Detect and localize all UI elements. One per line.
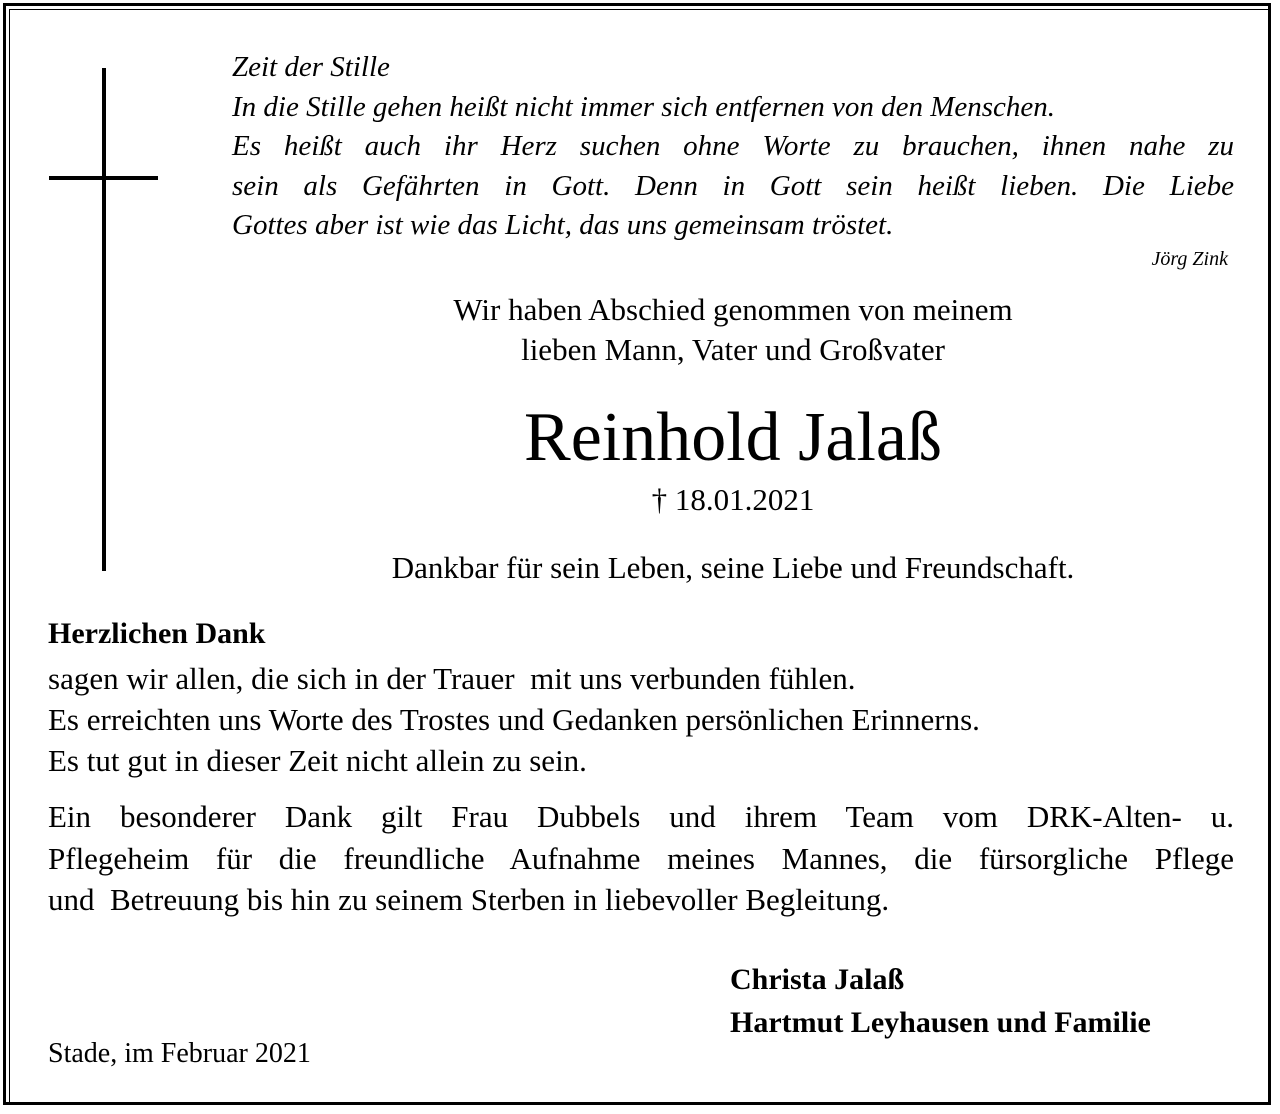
deceased-name: Reinhold Jalaß	[524, 399, 942, 476]
special-thanks-line: Ein besonderer Dank gilt Frau Dubbels und ihrem Team vom DRK-Alten- u.	[48, 799, 1234, 834]
gratitude-line: Dankbar für sein Leben, seine Liebe und Freundschaft.	[391, 550, 1075, 585]
poem-line: Es heißt auch ihr Herz suchen ohne Worte zu brauchen, ihnen nahe zu	[232, 130, 1234, 162]
poem-line: Gottes aber ist wie das Licht, das uns gemeinsam tröstet.	[232, 209, 894, 241]
signers	[730, 958, 1151, 1044]
cross-icon-horizontal	[49, 176, 158, 180]
cross-icon-vertical	[102, 68, 106, 571]
thanks-line: Es erreichten uns Worte des Trostes und Gedanken persönlichen Erinnerns.	[48, 702, 980, 737]
special-thanks-line: Pflegeheim für die freundliche Aufnahme meines Mannes, die fürsorgliche Pflege	[48, 840, 1234, 876]
poem-author: Jörg Zink	[1151, 248, 1228, 270]
special-thanks-line: und Betreuung bis hin zu seinem Sterben in liebevoller Begleitung.	[48, 882, 890, 917]
poem	[232, 48, 1234, 246]
place-date: Stade, im Februar 2021	[48, 1038, 311, 1069]
signer: Hartmut Leyhausen und Familie	[730, 1006, 1151, 1039]
poem-line: sein als Gefährten in Gott. Denn in Gott sein heißt lieben. Die Liebe	[232, 169, 1234, 202]
signer: Christa Jalaß	[730, 963, 905, 996]
announcement-line: Wir haben Abschied genommen von meinem	[453, 292, 1013, 327]
death-date: † 18.01.2021	[651, 482, 815, 517]
thanks-text	[48, 658, 980, 781]
announcement	[232, 290, 1234, 370]
special-thanks	[48, 796, 1234, 921]
poem-line: In die Stille gehen heißt nicht immer sich entfernen von den Menschen.	[232, 90, 1056, 123]
announcement-line: lieben Mann, Vater und Großvater	[521, 332, 945, 367]
thanks-heading: Herzlichen Dank	[48, 617, 266, 650]
thanks-line: Es tut gut in dieser Zeit nicht allein zu sein.	[48, 743, 587, 778]
poem-title: Zeit der Stille	[232, 51, 390, 83]
thanks-line: sagen wir allen, die sich in der Trauer mit uns verbunden fühlen.	[48, 661, 856, 696]
